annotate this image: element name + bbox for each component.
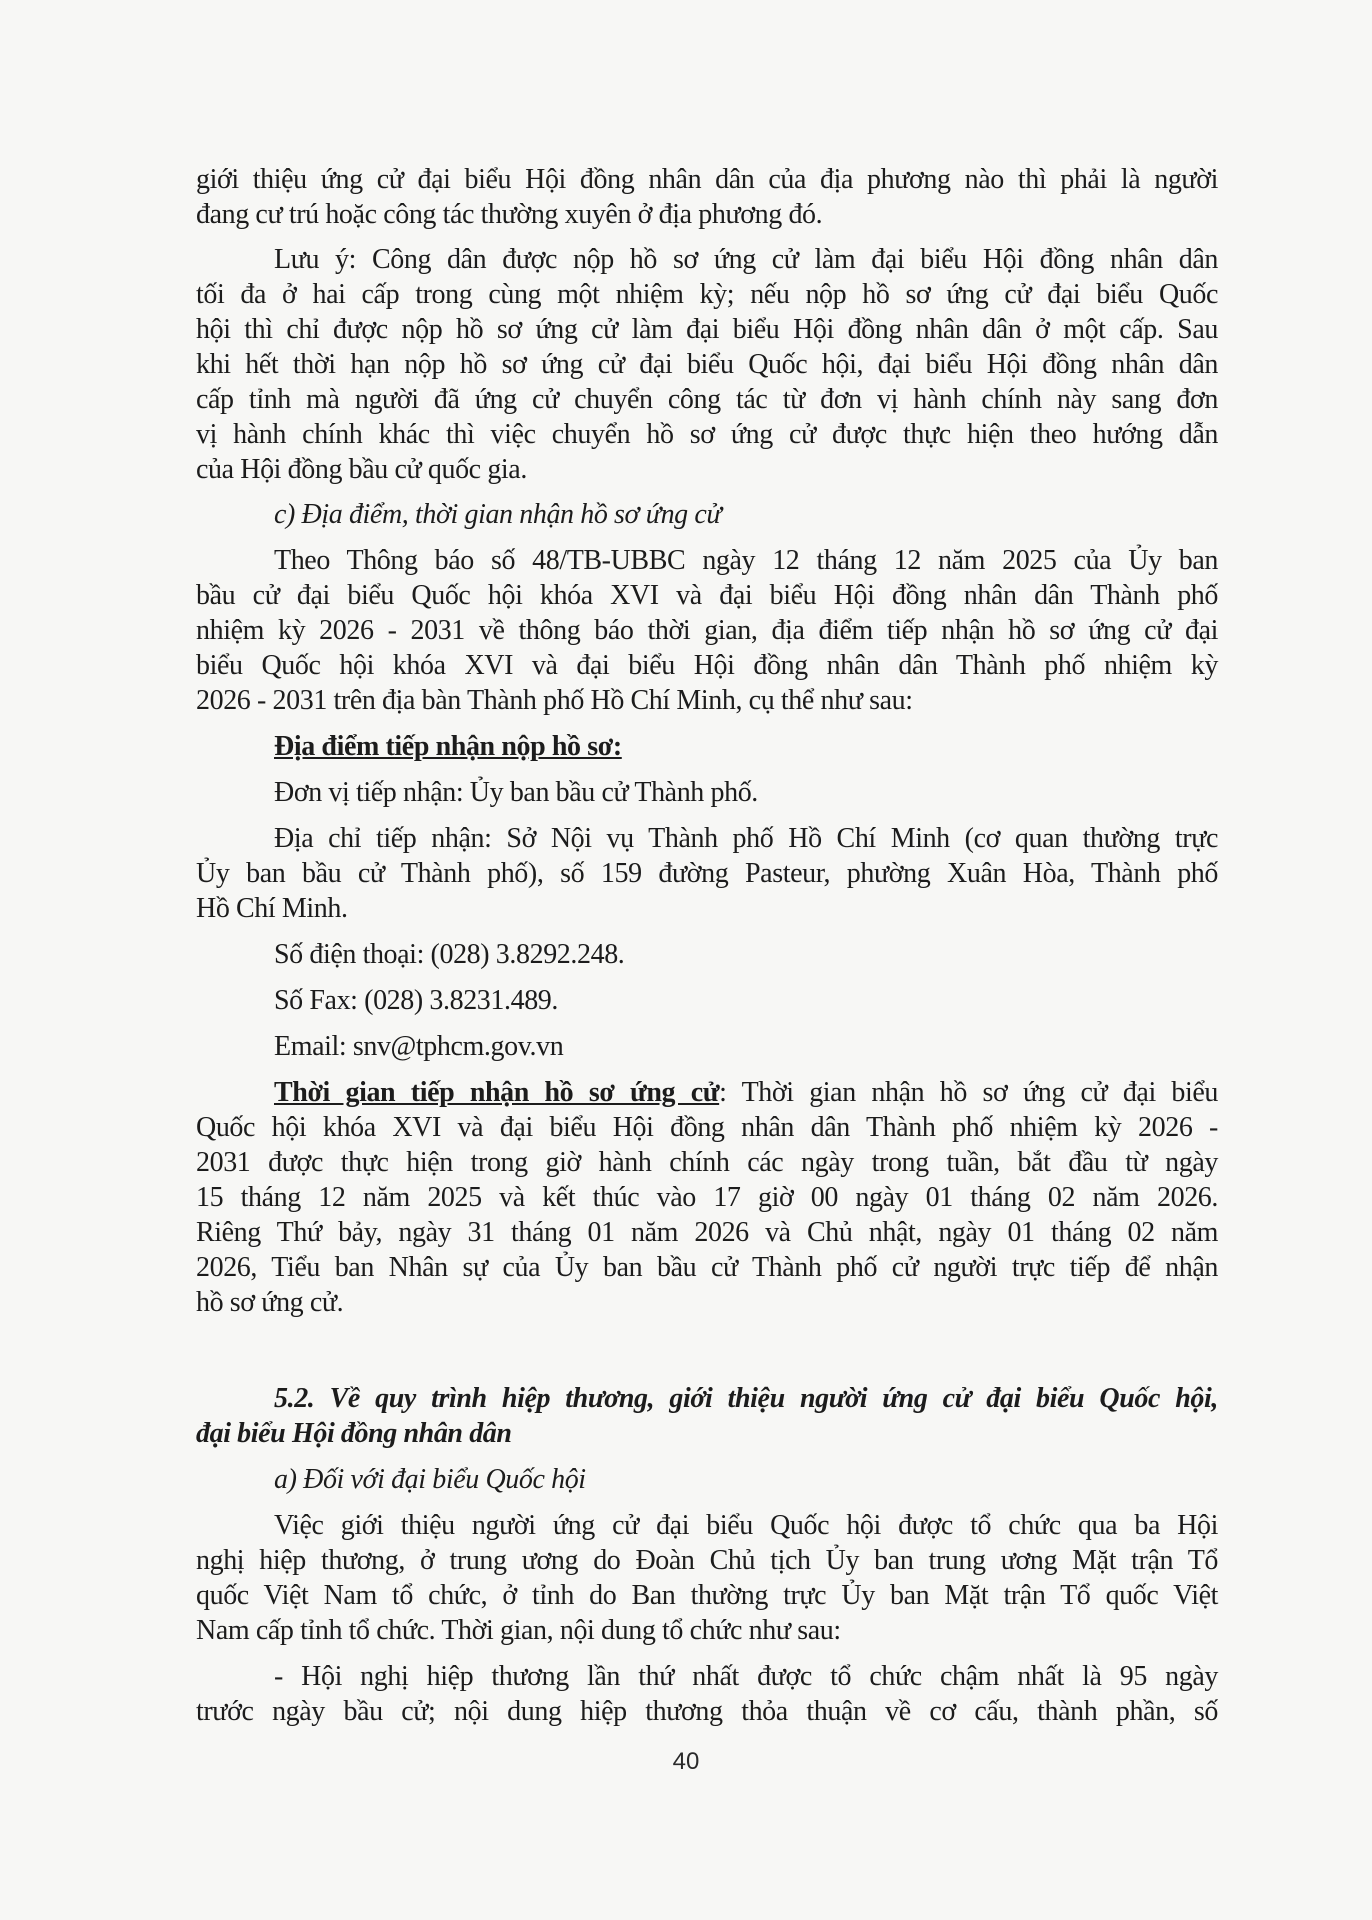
email-address: Email: snv@tphcm.gov.vn — [274, 1031, 564, 1062]
text-line: hội thì chỉ được nộp hồ sơ ứng cử làm đại biểu Hội đồng nhân dân ở một cấp. Sau — [196, 314, 1218, 345]
section-heading-c: c) Địa điểm, thời gian nhận hồ sơ ứng cử — [274, 499, 722, 530]
time-paragraph-first-line — [274, 1076, 1218, 1110]
text-fragment: : Thời gian nhận hồ sơ ứng cử đại biểu — [719, 1077, 1218, 1108]
text-line: nghị hiệp thương, ở trung ương do Đoàn Chủ tịch Ủy ban trung ương Mặt trận Tổ — [196, 1545, 1218, 1576]
text-line: hồ sơ ứng cử. — [196, 1287, 344, 1318]
text-line: trước ngày bầu cử; nội dung hiệp thương thỏa thuận về cơ cấu, thành phần, số — [196, 1696, 1218, 1727]
page-number: 40 — [672, 1748, 700, 1775]
text-line: Lưu ý: Công dân được nộp hồ sơ ứng cử làm đại biểu Hội đồng nhân dân — [274, 244, 1218, 275]
text-line: khi hết thời hạn nộp hồ sơ ứng cử đại biểu Quốc hội, đại biểu Hội đồng nhân dân — [196, 349, 1218, 380]
text-line: nhiệm kỳ 2026 - 2031 về thông báo thời gian, địa điểm tiếp nhận hồ sơ ứng cử đại — [196, 615, 1218, 646]
phone-number: Số điện thoại: (028) 3.8292.248. — [274, 939, 625, 970]
address-line: Ủy ban bầu cử Thành phố), số 159 đường Pasteur, phường Xuân Hòa, Thành phố — [196, 858, 1218, 889]
text-line: Nam cấp tỉnh tổ chức. Thời gian, nội dung tổ chức như sau: — [196, 1615, 841, 1646]
address-line: Địa chỉ tiếp nhận: Sở Nội vụ Thành phố Hồ Chí Minh (cơ quan thường trực — [274, 823, 1218, 854]
receiving-unit: Đơn vị tiếp nhận: Ủy ban bầu cử Thành phố. — [274, 777, 758, 808]
time-heading: Thời gian tiếp nhận hồ sơ ứng cử — [274, 1077, 720, 1108]
text-line: Theo Thông báo số 48/TB-UBBC ngày 12 tháng 12 năm 2025 của Ủy ban — [274, 545, 1218, 576]
text-line: 2026, Tiểu ban Nhân sự của Ủy ban bầu cử Thành phố cử người trực tiếp để nhận — [196, 1252, 1218, 1283]
text-line: Việc giới thiệu người ứng cử đại biểu Quốc hội được tổ chức qua ba Hội — [274, 1510, 1218, 1541]
text-line: của Hội đồng bầu cử quốc gia. — [196, 454, 527, 485]
text-line: tối đa ở hai cấp trong cùng một nhiệm kỳ; nếu nộp hồ sơ ứng cử đại biểu Quốc — [196, 279, 1218, 310]
text-line: vị hành chính khác thì việc chuyển hồ sơ ứng cử được thực hiện theo hướng dẫn — [196, 419, 1218, 450]
address-line: Hồ Chí Minh. — [196, 893, 348, 924]
text-line: bầu cử đại biểu Quốc hội khóa XVI và đại biểu Hội đồng nhân dân Thành phố — [196, 580, 1218, 611]
text-line: 2031 được thực hiện trong giờ hành chính các ngày trong tuần, bắt đầu từ ngày — [196, 1147, 1218, 1178]
text-line: đang cư trú hoặc công tác thường xuyên ở địa phương đó. — [196, 199, 823, 230]
section-heading-5-2: 5.2. Về quy trình hiệp thương, giới thiệu người ứng cử đại biểu Quốc hội, — [274, 1383, 1218, 1414]
fax-number: Số Fax: (028) 3.8231.489. — [274, 985, 559, 1016]
text-line: cấp tỉnh mà người đã ứng cử chuyển công tác từ đơn vị hành chính này sang đơn — [196, 384, 1218, 415]
section-heading-a: a) Đối với đại biểu Quốc hội — [274, 1464, 586, 1495]
text-line: quốc Việt Nam tổ chức, ở tỉnh do Ban thường trực Ủy ban Mặt trận Tổ quốc Việt — [196, 1580, 1218, 1611]
text-line: 15 tháng 12 năm 2025 và kết thúc vào 17 giờ 00 ngày 01 tháng 02 năm 2026. — [196, 1182, 1218, 1213]
text-line: Quốc hội khóa XVI và đại biểu Hội đồng nhân dân Thành phố nhiệm kỳ 2026 - — [196, 1112, 1218, 1143]
location-heading: Địa điểm tiếp nhận nộp hồ sơ: — [274, 731, 622, 762]
text-line: - Hội nghị hiệp thương lần thứ nhất được tổ chức chậm nhất là 95 ngày — [274, 1661, 1218, 1692]
text-line: 2026 - 2031 trên địa bàn Thành phố Hồ Chí Minh, cụ thể như sau: — [196, 685, 913, 716]
section-heading-5-2: đại biểu Hội đồng nhân dân — [196, 1418, 512, 1449]
text-line: Riêng Thứ bảy, ngày 31 tháng 01 năm 2026 và Chủ nhật, ngày 01 tháng 02 năm — [196, 1217, 1218, 1248]
text-line: biểu Quốc hội khóa XVI và đại biểu Hội đồng nhân dân Thành phố nhiệm kỳ — [196, 650, 1218, 681]
text-line: giới thiệu ứng cử đại biểu Hội đồng nhân dân của địa phương nào thì phải là người — [196, 164, 1218, 195]
